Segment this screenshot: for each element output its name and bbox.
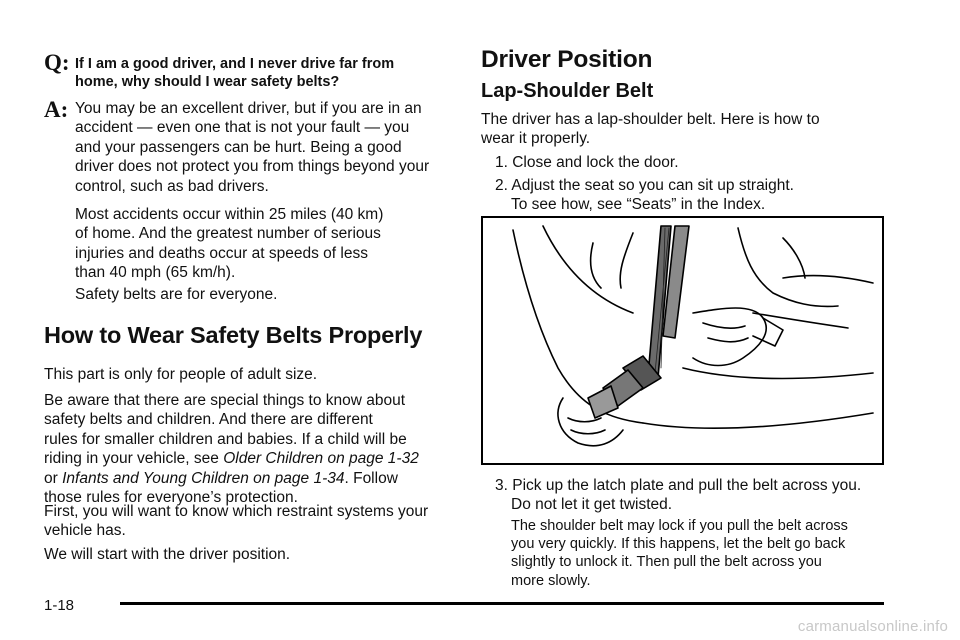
everyone-paragraph: Safety belts are for everyone.: [75, 286, 278, 303]
accidents-paragraph: Most accidents occur within 25 miles (40 km) of home. And the greatest number of serious injuries and deaths occur at speeds of less than 40 mph (65 km/h).: [75, 206, 384, 282]
footer-rule: [120, 602, 884, 605]
link-infants-young-children[interactable]: Infants and Young Children on page 1-34: [62, 469, 345, 487]
answer-paragraph: You may be an excellent driver, but if you are in an accident — even one that is not your fault — you and your passengers can be hurt. Being a good driver does not protect you from things beyond your control, such as bad drivers.: [75, 100, 430, 195]
section-heading-driver-position: Driver Position: [481, 46, 653, 73]
shoulder-belt-note: The shoulder belt may lock if you pull the belt across you very quickly. If this happens, let the belt go back slightly to unlock it. Then pull the belt across you more slowly.: [511, 518, 848, 589]
restraint-paragraph: First, you will want to know which restraint systems your vehicle has.: [44, 503, 429, 540]
driver-position-paragraph: We will start with the driver position.: [44, 546, 291, 563]
question-text: If I am a good driver, and I never drive far from home, why should I wear safety belts?: [75, 56, 395, 90]
belt-illustration: [481, 216, 884, 465]
subheading-lap-shoulder-belt: Lap-Shoulder Belt: [481, 80, 654, 102]
step-3: 3. Pick up the latch plate and pull the belt across you. Do not let it get twisted.: [495, 477, 862, 514]
adult-paragraph: This part is only for people of adult size.: [44, 366, 318, 383]
children-paragraph: Be aware that there are special things to know about safety belts and children. And there are different rules for smaller children and babies. If a child will be riding in your vehicle, see Older Children on page 1-32 or Infants and Young Children on page 1-34. Follow those rules for everyone’s protection.: [44, 392, 419, 507]
page-number: 1-18: [44, 597, 75, 614]
answer-letter: A:: [44, 97, 69, 122]
step-2: 2. Adjust the seat so you can sit up straight. To see how, see “Seats” in the Index.: [495, 177, 794, 214]
step-1: 1. Close and lock the door.: [495, 154, 679, 171]
question-letter: Q:: [44, 50, 70, 75]
section-heading-safety-belts: How to Wear Safety Belts Properly: [44, 322, 423, 348]
link-older-children[interactable]: Older Children on page 1-32: [223, 450, 419, 468]
watermark: carmanualsonline.info: [797, 618, 948, 635]
intro-paragraph: The driver has a lap-shoulder belt. Here is how to wear it properly.: [481, 111, 820, 148]
